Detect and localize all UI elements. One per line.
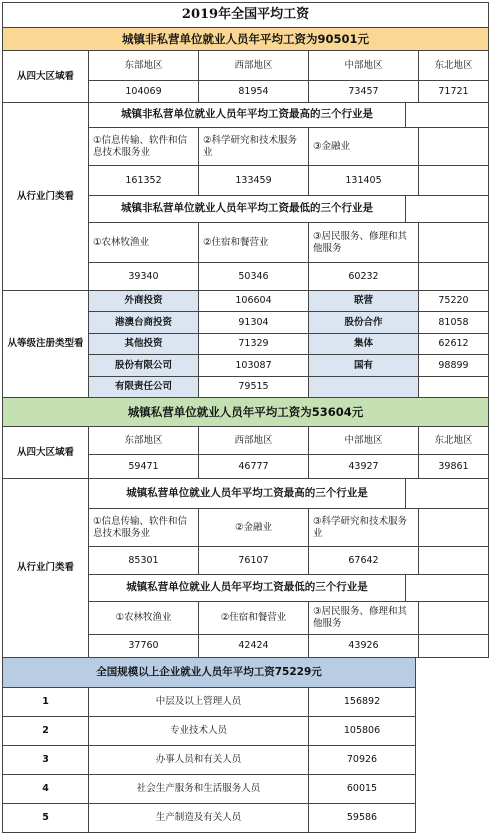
registration-type: 外商投资	[89, 291, 199, 312]
registration-type: 其他投资	[89, 334, 199, 355]
enterprise-row-number: 4	[2, 775, 89, 804]
empty-cell	[406, 479, 489, 509]
page-title: 2019年全国平均工资	[2, 2, 489, 28]
registration-value: 81058	[419, 312, 489, 334]
enterprise-row-name: 生产制造及有关人员	[89, 804, 309, 833]
industry-value: 67642	[309, 547, 419, 575]
registration-value: 75220	[419, 291, 489, 312]
empty-cell	[419, 547, 489, 575]
enterprise-row-value: 70926	[309, 746, 416, 775]
registration-value: 106604	[199, 291, 309, 312]
region-value: 81954	[199, 81, 309, 103]
region-value: 46777	[199, 455, 309, 479]
region-value: 104069	[89, 81, 199, 103]
nonprivate-industry-label: 从行业门类看	[2, 103, 89, 291]
registration-type: 有限责任公司	[89, 377, 199, 398]
empty-cell	[419, 223, 489, 263]
registration-value: 91304	[199, 312, 309, 334]
industry-value: 42424	[199, 635, 309, 658]
region-value: 43927	[309, 455, 419, 479]
enterprise-header: 全国规模以上企业就业人员年平均工资75229元	[2, 658, 416, 688]
industry-value: 43926	[309, 635, 419, 658]
empty-cell	[419, 635, 489, 658]
industry-value: 37760	[89, 635, 199, 658]
nonprivate-bottom3-title: 城镇非私营单位就业人员年平均工资最低的三个行业是	[89, 196, 406, 223]
industry-name: ③科学研究和技术服务业	[309, 509, 419, 547]
empty-cell	[406, 196, 489, 223]
empty-cell	[419, 128, 489, 166]
region-value: 73457	[309, 81, 419, 103]
registration-type: 股份有限公司	[89, 355, 199, 377]
industry-name: ①农林牧渔业	[89, 602, 199, 635]
registration-value: 62612	[419, 334, 489, 355]
empty-cell	[406, 103, 489, 128]
enterprise-row-value: 60015	[309, 775, 416, 804]
nonprivate-region-label: 从四大区域看	[2, 51, 89, 103]
private-bottom3-title: 城镇私营单位就业人员年平均工资最低的三个行业是	[89, 575, 406, 602]
nonprivate-top3-title: 城镇非私营单位就业人员年平均工资最高的三个行业是	[89, 103, 406, 128]
industry-name: ②住宿和餐营业	[199, 223, 309, 263]
enterprise-row-number: 3	[2, 746, 89, 775]
private-industry-label: 从行业门类看	[2, 479, 89, 658]
enterprise-row-name: 社会生产服务和生活服务人员	[89, 775, 309, 804]
industry-name: ③金融业	[309, 128, 419, 166]
region-value: 39861	[419, 455, 489, 479]
registration-type: 港澳台商投资	[89, 312, 199, 334]
private-region-label: 从四大区域看	[2, 427, 89, 479]
industry-value: 133459	[199, 166, 309, 196]
empty-cell	[419, 377, 489, 398]
registration-value: 103087	[199, 355, 309, 377]
empty-cell	[419, 509, 489, 547]
empty-cell	[419, 166, 489, 196]
empty-cell	[419, 602, 489, 635]
industry-name: ②科学研究和技术服务业	[199, 128, 309, 166]
empty-cell	[309, 377, 419, 398]
region-value: 71721	[419, 81, 489, 103]
nonprivate-registration-label: 从等级注册类型看	[2, 291, 89, 398]
region-name: 东部地区	[89, 427, 199, 455]
industry-value: 60232	[309, 263, 419, 291]
industry-value: 131405	[309, 166, 419, 196]
industry-value: 161352	[89, 166, 199, 196]
registration-value: 71329	[199, 334, 309, 355]
enterprise-row-value: 59586	[309, 804, 416, 833]
enterprise-row-name: 办事人员和有关人员	[89, 746, 309, 775]
empty-cell	[406, 575, 489, 602]
region-value: 59471	[89, 455, 199, 479]
region-name: 西部地区	[199, 51, 309, 81]
private-top3-title: 城镇私营单位就业人员年平均工资最高的三个行业是	[89, 479, 406, 509]
region-name: 东北地区	[419, 51, 489, 81]
region-name: 中部地区	[309, 51, 419, 81]
registration-value: 98899	[419, 355, 489, 377]
industry-value: 76107	[199, 547, 309, 575]
industry-name: ②金融业	[199, 509, 309, 547]
region-name: 西部地区	[199, 427, 309, 455]
enterprise-row-number: 5	[2, 804, 89, 833]
enterprise-row-value: 156892	[309, 688, 416, 717]
enterprise-row-number: 1	[2, 688, 89, 717]
registration-type: 国有	[309, 355, 419, 377]
region-name: 东部地区	[89, 51, 199, 81]
industry-name: ①农林牧渔业	[89, 223, 199, 263]
region-name: 东北地区	[419, 427, 489, 455]
industry-name: ③居民服务、修理和其他服务	[309, 602, 419, 635]
nonprivate-header: 城镇非私营单位就业人员年平均工资为90501元	[2, 28, 489, 51]
private-header: 城镇私营单位就业人员年平均工资为53604元	[2, 398, 489, 427]
industry-value: 39340	[89, 263, 199, 291]
industry-name: ③居民服务、修理和其他服务	[309, 223, 419, 263]
registration-value: 79515	[199, 377, 309, 398]
registration-type: 集体	[309, 334, 419, 355]
enterprise-row-name: 专业技术人员	[89, 717, 309, 746]
industry-name: ②住宿和餐营业	[199, 602, 309, 635]
region-name: 中部地区	[309, 427, 419, 455]
registration-type: 股份合作	[309, 312, 419, 334]
industry-name: ①信息传输、软件和信息技术服务业	[89, 128, 199, 166]
registration-type: 联营	[309, 291, 419, 312]
enterprise-row-name: 中层及以上管理人员	[89, 688, 309, 717]
empty-cell	[419, 263, 489, 291]
industry-value: 85301	[89, 547, 199, 575]
enterprise-row-value: 105806	[309, 717, 416, 746]
industry-name: ①信息传输、软件和信息技术服务业	[89, 509, 199, 547]
industry-value: 50346	[199, 263, 309, 291]
enterprise-row-number: 2	[2, 717, 89, 746]
